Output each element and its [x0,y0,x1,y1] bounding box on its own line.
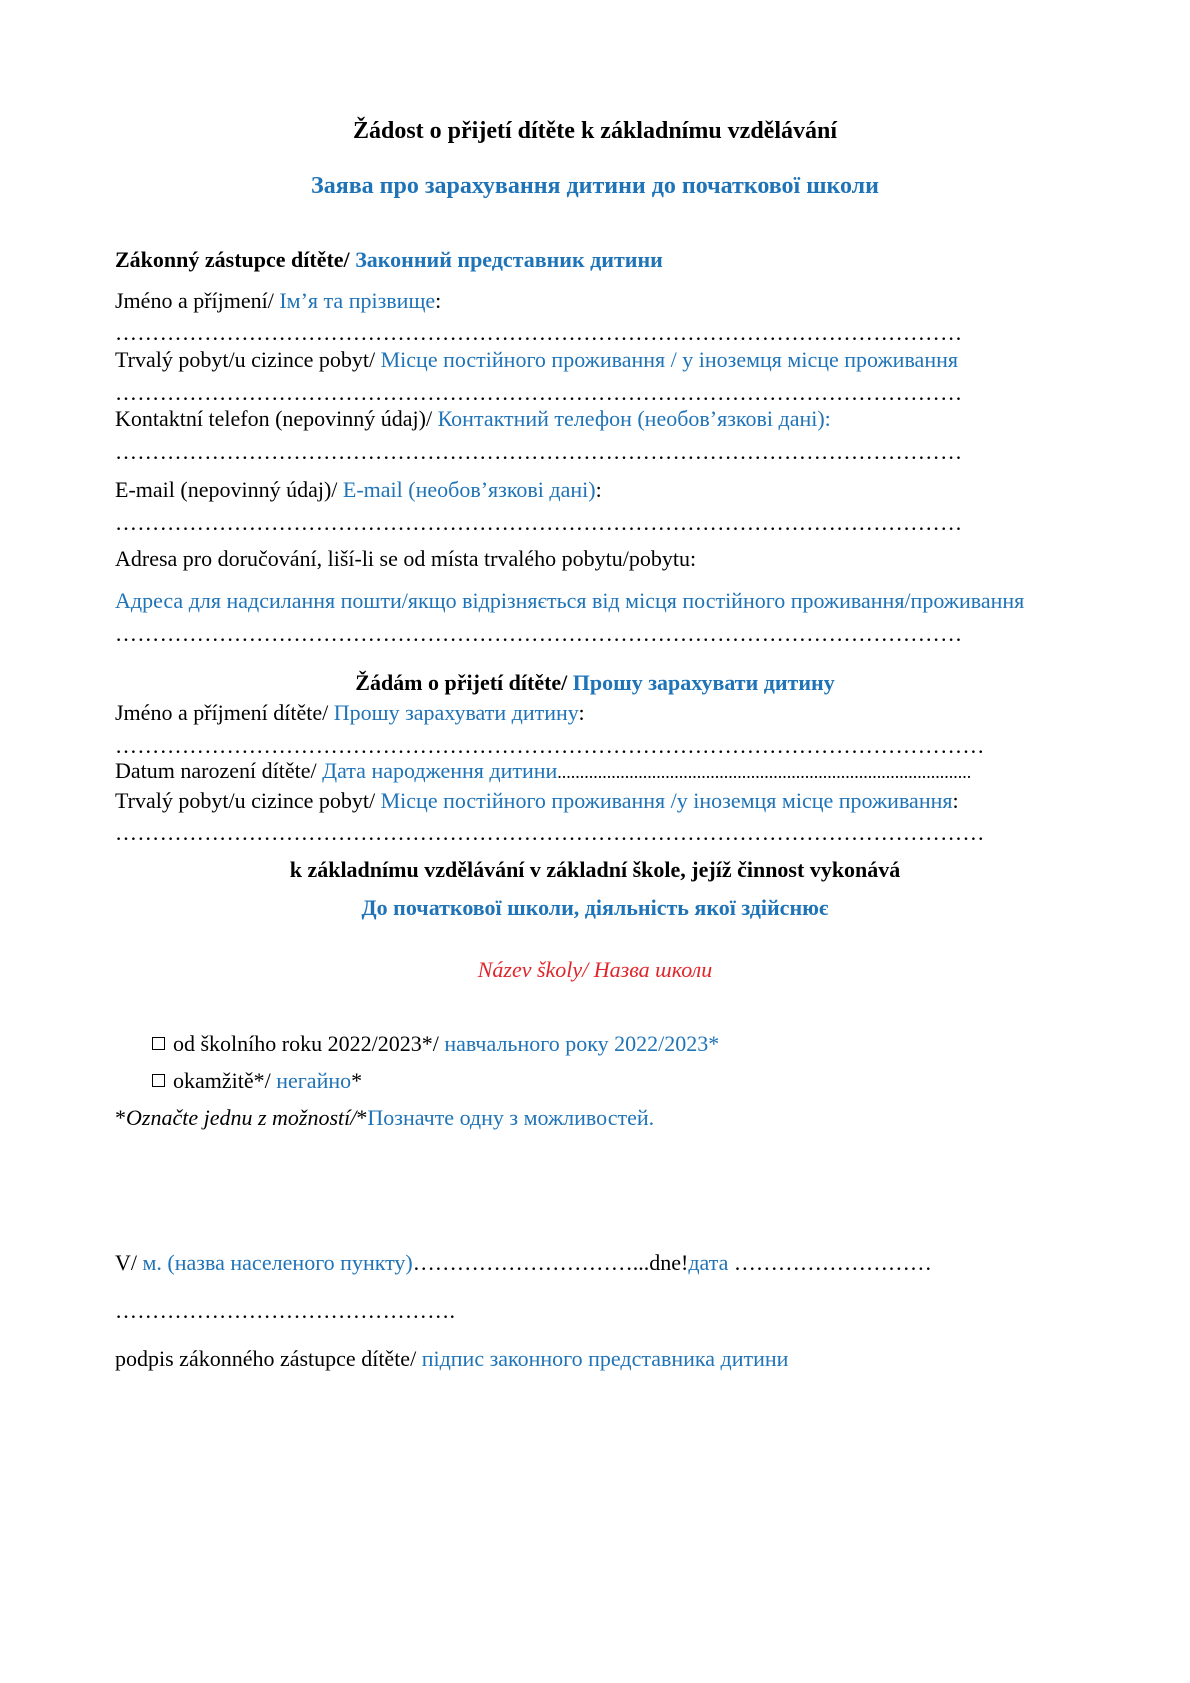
representative-heading [115,247,663,273]
representative-name-field[interactable]: …………………………………………………………………………………………………… [115,322,963,344]
child-name-cz: Jméno a příjmení dítěte/ [115,700,329,725]
representative-phone-cz: Kontaktní telefon (nepovinný údaj)/ [115,406,433,431]
option-school-year-cz: od školního roku 2022/2023*/ [173,1031,439,1056]
options-note-cz: Označte jednu z možností/ [126,1105,357,1130]
representative-residence-cz: Trvalý pobyt/u cizince pobyt/ [115,347,376,372]
school-name-placeholder[interactable]: Název školy/ Назва школи [477,957,713,982]
place-date-line [115,1250,932,1276]
child-residence-ua: Місце постійного проживання /у іноземця місце проживання [375,788,953,813]
option-immediately[interactable] [152,1068,362,1094]
child-residence-field[interactable]: ……………………………………………………………………………………………………… [115,822,985,844]
option-immediately-checkbox[interactable] [152,1074,165,1087]
representative-heading-ua: Законний представник дитини [349,247,663,272]
child-name-colon: : [578,700,585,725]
option-school-year-ua: навчального року 2022/2023* [438,1031,720,1056]
representative-address-field[interactable]: …………………………………………………………………………………………………… [115,623,963,645]
representative-email-ua: E-mail (необов’язкові дані) [337,477,596,502]
child-name-label [115,700,585,726]
child-birth-ua: Дата народження дитини [316,758,558,783]
place-prefix: V/ [115,1250,137,1275]
child-birth-field[interactable]: ............................................................................................ [557,762,972,782]
representative-name-ua: Ім’я та прізвище [273,288,436,313]
signature-ua: підпис законного представника дитини [416,1346,789,1371]
representative-email-field[interactable]: …………………………………………………………………………………………………… [115,512,963,534]
signature-label [115,1346,788,1372]
representative-heading-cz: Zákonný zástupce dítěte/ [115,247,350,272]
option-immediately-star: * [351,1068,363,1093]
date-field[interactable]: ……………………… [728,1250,932,1275]
place-field[interactable]: …………………………...dne! [412,1250,689,1275]
title-ua: Заява про зарахування дитини до початкової школи [311,173,879,199]
child-residence-label [115,788,959,814]
representative-residence-label [115,347,958,373]
signature-field[interactable]: ………………………………………. [115,1300,456,1322]
representative-residence-field[interactable]: …………………………………………………………………………………………………… [115,382,963,404]
representative-email-cz: E-mail (nepovinný údaj)/ [115,477,338,502]
child-birth-cz: Datum narození dítěte/ [115,758,317,783]
date-ua: дата [688,1250,729,1275]
option-immediately-cz: okamžitě*/ [173,1068,271,1093]
child-birth-label [115,758,971,785]
child-heading-ua: Прошу зарахувати дитину [567,670,835,695]
representative-email-label [115,477,602,503]
options-note [115,1105,654,1131]
child-residence-colon: : [952,788,959,813]
representative-residence-ua: Місце постійного проживання / у іноземця місце проживання [375,347,958,372]
representative-address-ua: Адреса для надсилання пошти/якщо відрізняється від місця постійного проживання/проживання [115,588,1025,613]
school-line-cz: k základnímu vzdělávání v základní škole, jejíž činnost vykonává [289,857,901,882]
child-heading [0,670,1190,696]
place-ua: м. (назва населеного пункту) [137,1250,413,1275]
representative-email-colon: : [595,477,602,502]
signature-cz: podpis zákonného zástupce dítěte/ [115,1346,417,1371]
school-line-ua: До початкової школи, діяльність якої здійснює [361,895,829,920]
option-immediately-ua: негайно [270,1068,352,1093]
options-note-end: . [648,1105,655,1130]
option-school-year-checkbox[interactable] [152,1037,165,1050]
options-note-star: * [115,1105,126,1130]
representative-phone-ua: Контактний телефон (необов’язкові дані): [432,406,831,431]
child-residence-cz: Trvalý pobyt/u cizince pobyt/ [115,788,376,813]
representative-name-cz: Jméno a příjmení/ [115,288,274,313]
representative-address-cz: Adresa pro doručování, liší-li se od místa trvalého pobytu/pobytu: [115,546,697,571]
child-heading-cz: Žádám o přijetí dítěte/ [355,670,568,695]
representative-phone-field[interactable]: …………………………………………………………………………………………………… [115,441,963,463]
representative-name-colon: : [435,288,442,313]
child-name-field[interactable]: ……………………………………………………………………………………………………… [115,735,985,757]
option-school-year[interactable] [152,1031,719,1057]
representative-name-label [115,288,441,314]
child-name-ua: Прошу зарахувати дитину [328,700,579,725]
title-cz: Žádost o přijetí dítěte k základnímu vzdělávání [352,118,838,144]
options-note-star2: * [356,1105,368,1130]
representative-phone-label [115,406,831,432]
options-note-ua: Позначте одну з можливостей [367,1105,649,1130]
